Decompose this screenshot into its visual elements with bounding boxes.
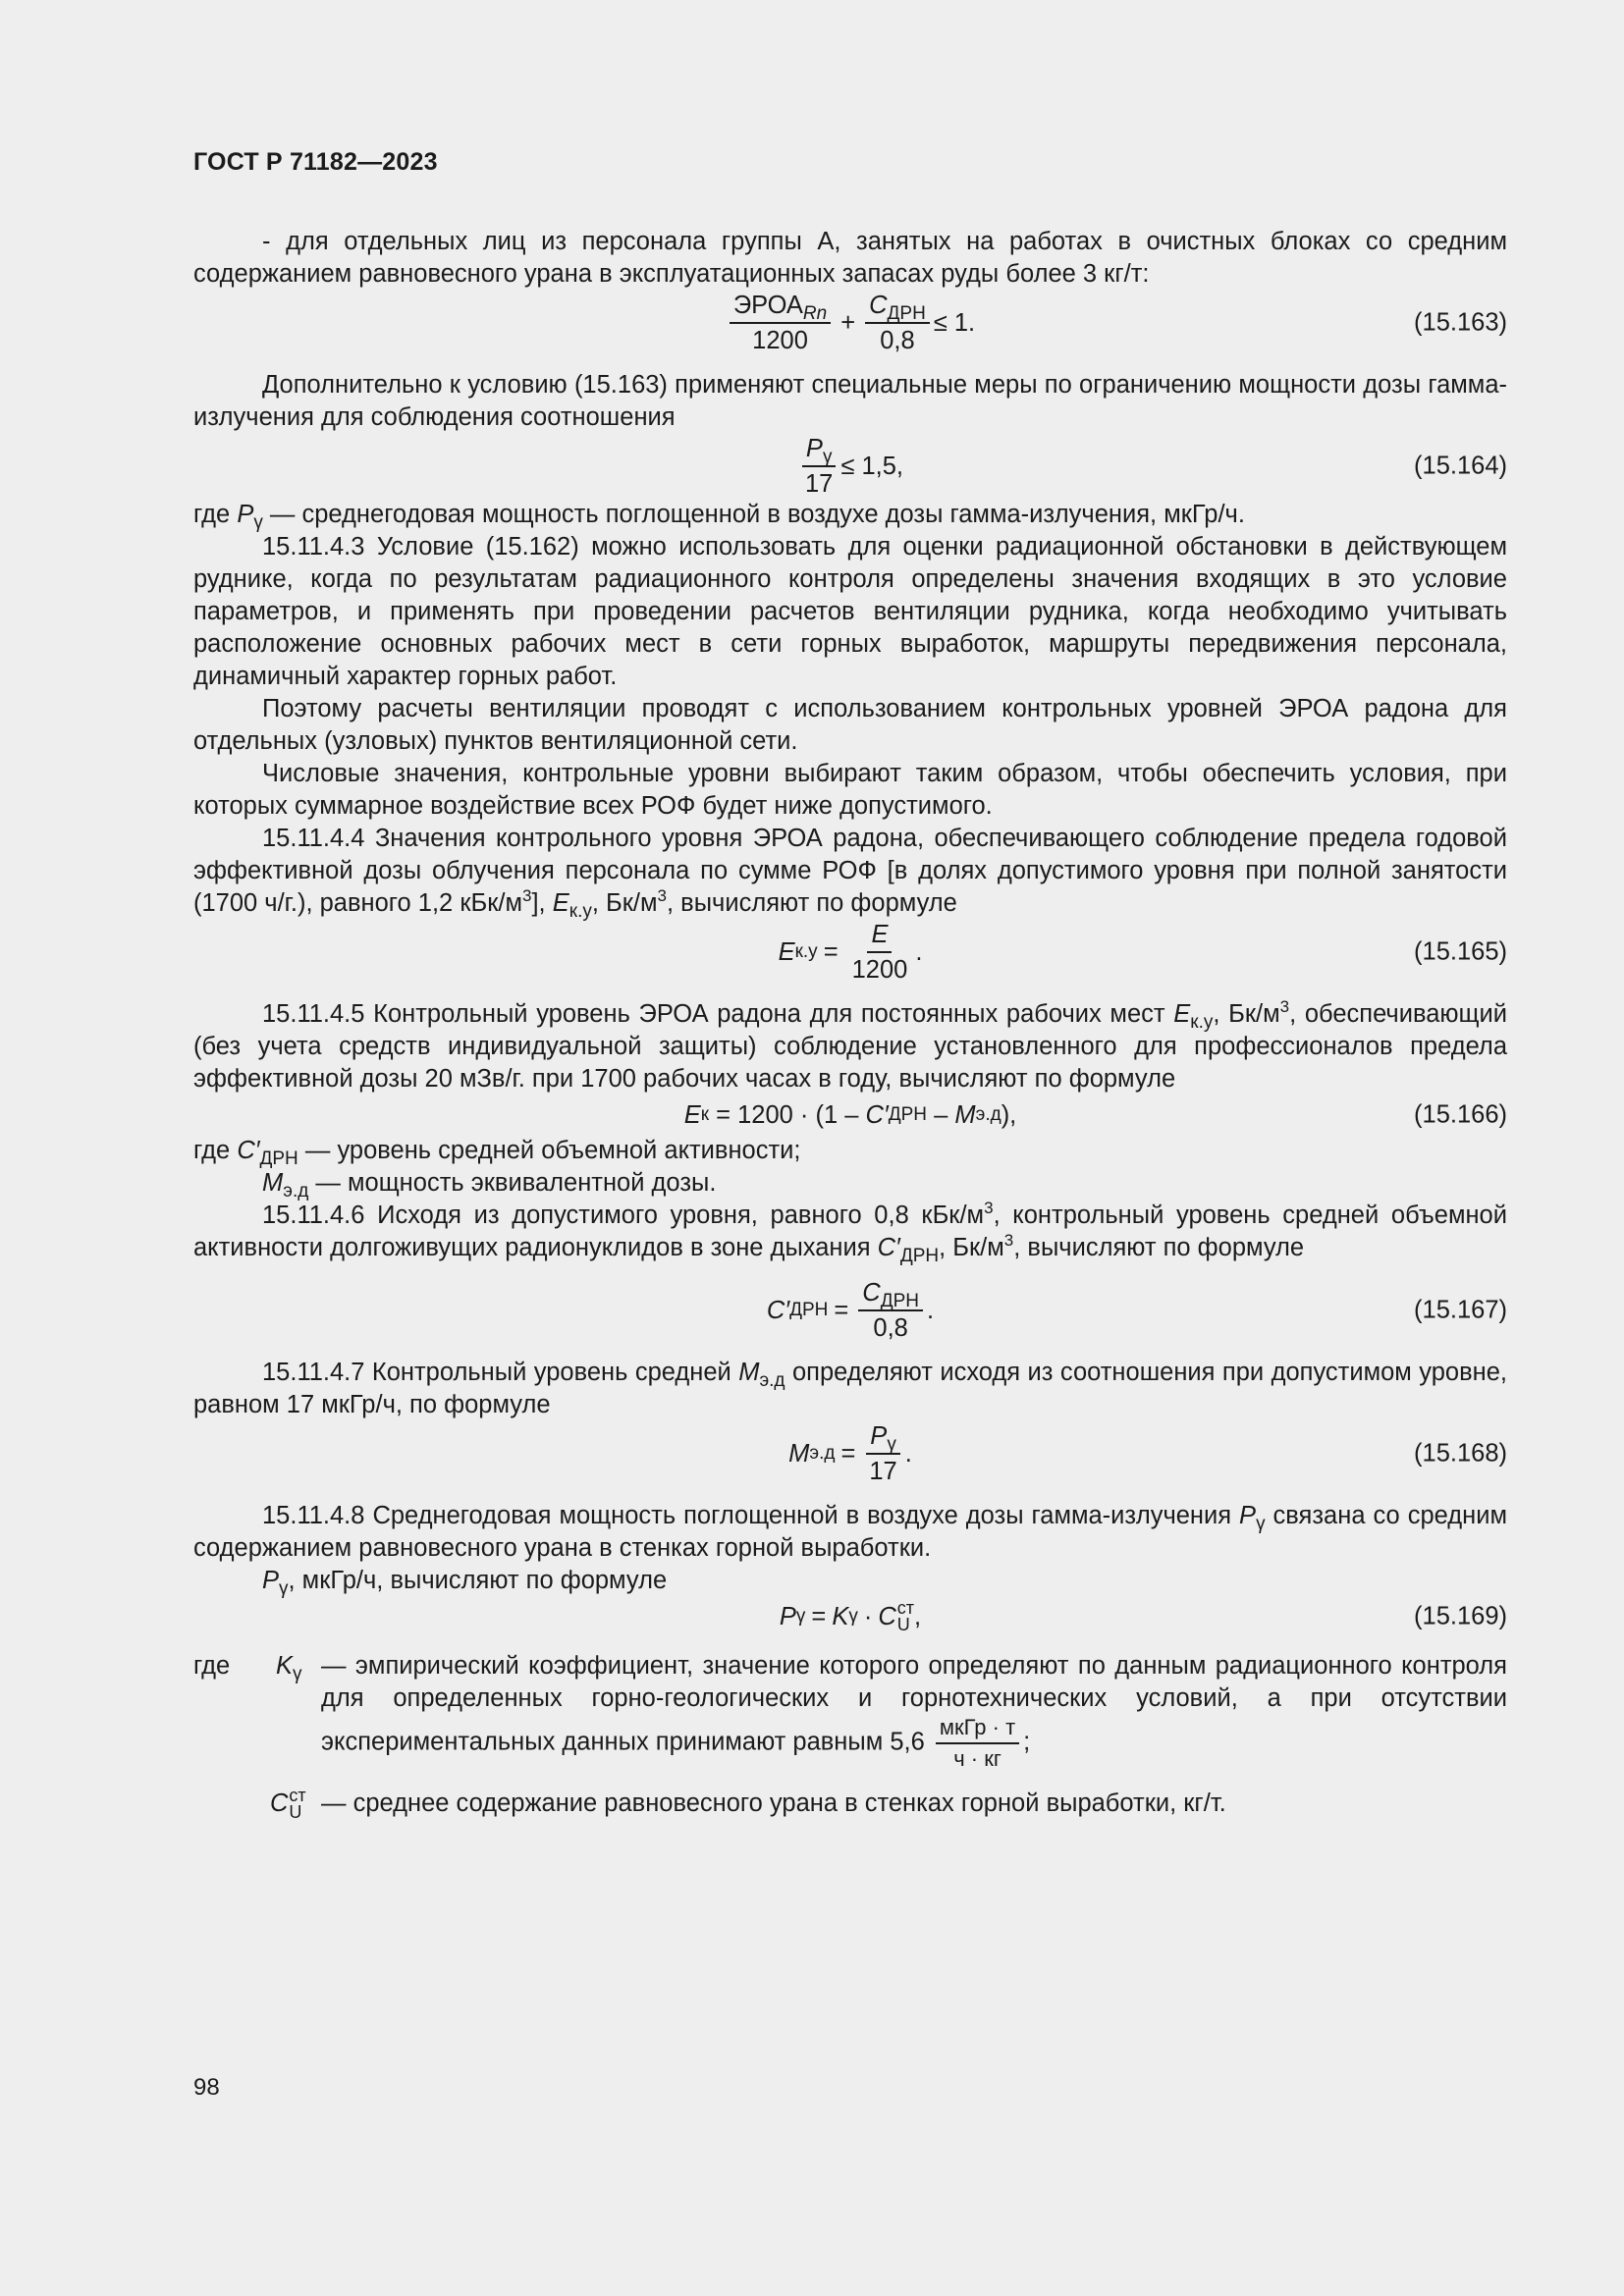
fraction-cdrn-08: $\frac{C_{ДРН}}{0,8}$: [858, 1278, 923, 1343]
formula-number: (15.164): [1414, 452, 1507, 480]
formula-15-165: E к.у = $\frac{E}{1200}$ . (15.165): [778, 921, 1507, 984]
fraction-pgamma-17: $\frac{P_\gamma}{17}$: [865, 1421, 900, 1486]
fraction-unit: $\frac{\text{мкГр · т}}{ч \cdot кг}$: [936, 1715, 1019, 1772]
definitions-list: где $K_\gamma$ — эмпирический коэффициент, значение которого определяют по данным радиационного контроля для определенных горно-геологических и горнотехнических условий, а при отсутствии экспериментальных данных принимают равным 5,6 $\frac{\text{мкГр · т}}{ч \cdot кг}$ ; C ст U — среднее содержание равновесного урана в стенках горной выработки, кг/т.: [193, 1652, 1507, 1823]
fraction-pgamma: $\frac{P_\gamma}{17}$: [801, 434, 837, 499]
formula-number: (15.165): [1414, 937, 1507, 966]
symbol-kgamma: $K_\gamma$: [276, 1652, 302, 1684]
paragraph-ventilation: Поэтому расчеты вентиляции проводят с использованием контрольных уровней ЭРОА радона для отдельных (узловых) пунктов вентиляционной сети.: [193, 695, 1507, 755]
definition-kgamma: — эмпирический коэффициент, значение которого определяют по данным радиационного контроля для определенных горно-геологических и горнотехнических условий, а при отсутствии экспериментальных данных принимают равным 5,6 $\frac{\text{мкГр · т}}{ч \cdot кг}$ ;: [321, 1652, 1507, 1771]
paragraph-pgamma-formula: $P_\gamma$, мкГр/ч, вычисляют по формуле: [262, 1567, 668, 1599]
paragraph-numeric-values: Числовые значения, контрольные уровни выбирают таким образом, чтобы обеспечить условия, при которых суммарное воздействие всех РОФ будет ниже допустимого.: [193, 760, 1507, 820]
paragraph-15-11-4-5: 15.11.4.5 Контрольный уровень ЭРОА радона для постоянных рабочих мест $E_{к.у}$, $Бк/м^3$, обеспечивающий (без учета средств индивидуальной защиты) соблюдение установленного для профессионалов предела эффективной дозы 20 мЗв/г. при 1700 рабочих часах в году, вычисляют по формуле: [193, 997, 1507, 1093]
paragraph-15-11-4-3: 15.11.4.3 Условие (15.162) можно использовать для оценки радиационной обстановки в действующем руднике, когда по результатам радиационного контроля определены значения входящих в это условие параметров, и применять при проведении расчетов вентиляции рудника, когда необходимо учитывать расположение основных рабочих мест в сети горных выработок, маршруты передвижения персонала, динамичный характер горных работ.: [193, 533, 1507, 690]
document-header: ГОСТ Р 71182—2023: [193, 148, 438, 176]
where-cdrn: где $C'_{ДРН}$ — уровень средней объемной активности;: [193, 1137, 801, 1169]
paragraph-15-11-4-7: 15.11.4.7 Контрольный уровень средней $M_{э.д}$ определяют исходя из соотношения при допустимом уровне, равном 17 мкГр/ч, по формуле: [193, 1359, 1507, 1418]
formula-number: (15.169): [1414, 1602, 1507, 1630]
symbol-cu: C ст U: [270, 1786, 306, 1823]
paragraph-additional: Дополнительно к условию (15.163) применяют специальные меры по ограничению мощности дозы гамма-излучения для соблюдения соотношения: [193, 371, 1507, 431]
definition-cu: — среднее содержание равновесного урана в стенках горной выработки, кг/т.: [321, 1789, 1226, 1817]
document-body: [193, 226, 1507, 1821]
paragraph-15-11-4-4: 15.11.4.4 Значения контрольного уровня ЭРОА радона, обеспечивающего соблюдение предела годовой эффективной дозы облучения персонала по сумме РОФ [в долях допустимого уровня при полной занятости (1700 ч/г.), равного 1,2 кБк/$м^3$], $E_{к.у}$, $Бк/м^3$, вычисляют по формуле: [193, 825, 1507, 922]
formula-15-164: $\frac{P_\gamma}{17}$ ≤ 1,5, (15.164): [193, 434, 1507, 499]
formula-number: (15.166): [1414, 1100, 1507, 1129]
fraction-cdrn: $\frac{C_{ДРН}}{0,8}$: [865, 291, 930, 355]
formula-number: (15.168): [1414, 1439, 1507, 1468]
formula-15-168: M э.д = $\frac{P_\gamma}{17}$ . (15.168): [788, 1422, 1507, 1485]
formula-15-166: E к = 1200 · (1 – C′ ДРН – M э.д ), (15.166): [193, 1095, 1507, 1135]
formula-15-167: C′ ДРН = $\frac{C_{ДРН}}{0,8}$ . (15.167): [766, 1279, 1507, 1342]
paragraph-group-a: - для отдельных лиц из персонала группы А, занятых на работах в очистных блоках со средним содержанием равновесного урана в эксплуатационных запасах руды более 3 кг/т:: [193, 228, 1507, 288]
where-med: $M_{э.д}$ — мощность эквивалентной дозы.: [262, 1169, 717, 1201]
formula-number: (15.163): [1414, 308, 1507, 337]
formula-number: (15.167): [1414, 1296, 1507, 1324]
paragraph-15-11-4-8: 15.11.4.8 Среднегодовая мощность поглощенной в воздухе дозы гамма-излучения $P_\gamma$ связана со средним содержанием равновесного урана в стенках горной выработки.: [193, 1502, 1507, 1562]
formula-15-163: $\frac{ЭРОА_{Rn}}{1200}$ + $\frac{C_{ДРН}}{0,8}$ ≤ 1. (15.163): [193, 291, 1507, 355]
formula-15-169: P γ = K γ · C ст U , (15.169): [779, 1598, 1507, 1634]
page-number: 98: [193, 2074, 220, 2101]
fraction-e-1200: $\frac{E}{1200}$: [851, 921, 908, 984]
paragraph-15-11-4-6: 15.11.4.6 Исходя из допустимого уровня, равного 0,8 кБк/$м^3$, контрольный уровень средней объемной активности долгоживущих радионуклидов в зоне дыхания $C'_{ДРН}$, $Бк/м^3$, вычисляют по формуле: [193, 1199, 1507, 1266]
fraction-eroa: $\frac{ЭРОА_{Rn}}{1200}$: [730, 291, 831, 355]
where-pgamma: где $P_\gamma$ — среднегодовая мощность поглощенной в воздухе дозы гамма-излучения, мкГр/ч.: [193, 501, 1245, 533]
